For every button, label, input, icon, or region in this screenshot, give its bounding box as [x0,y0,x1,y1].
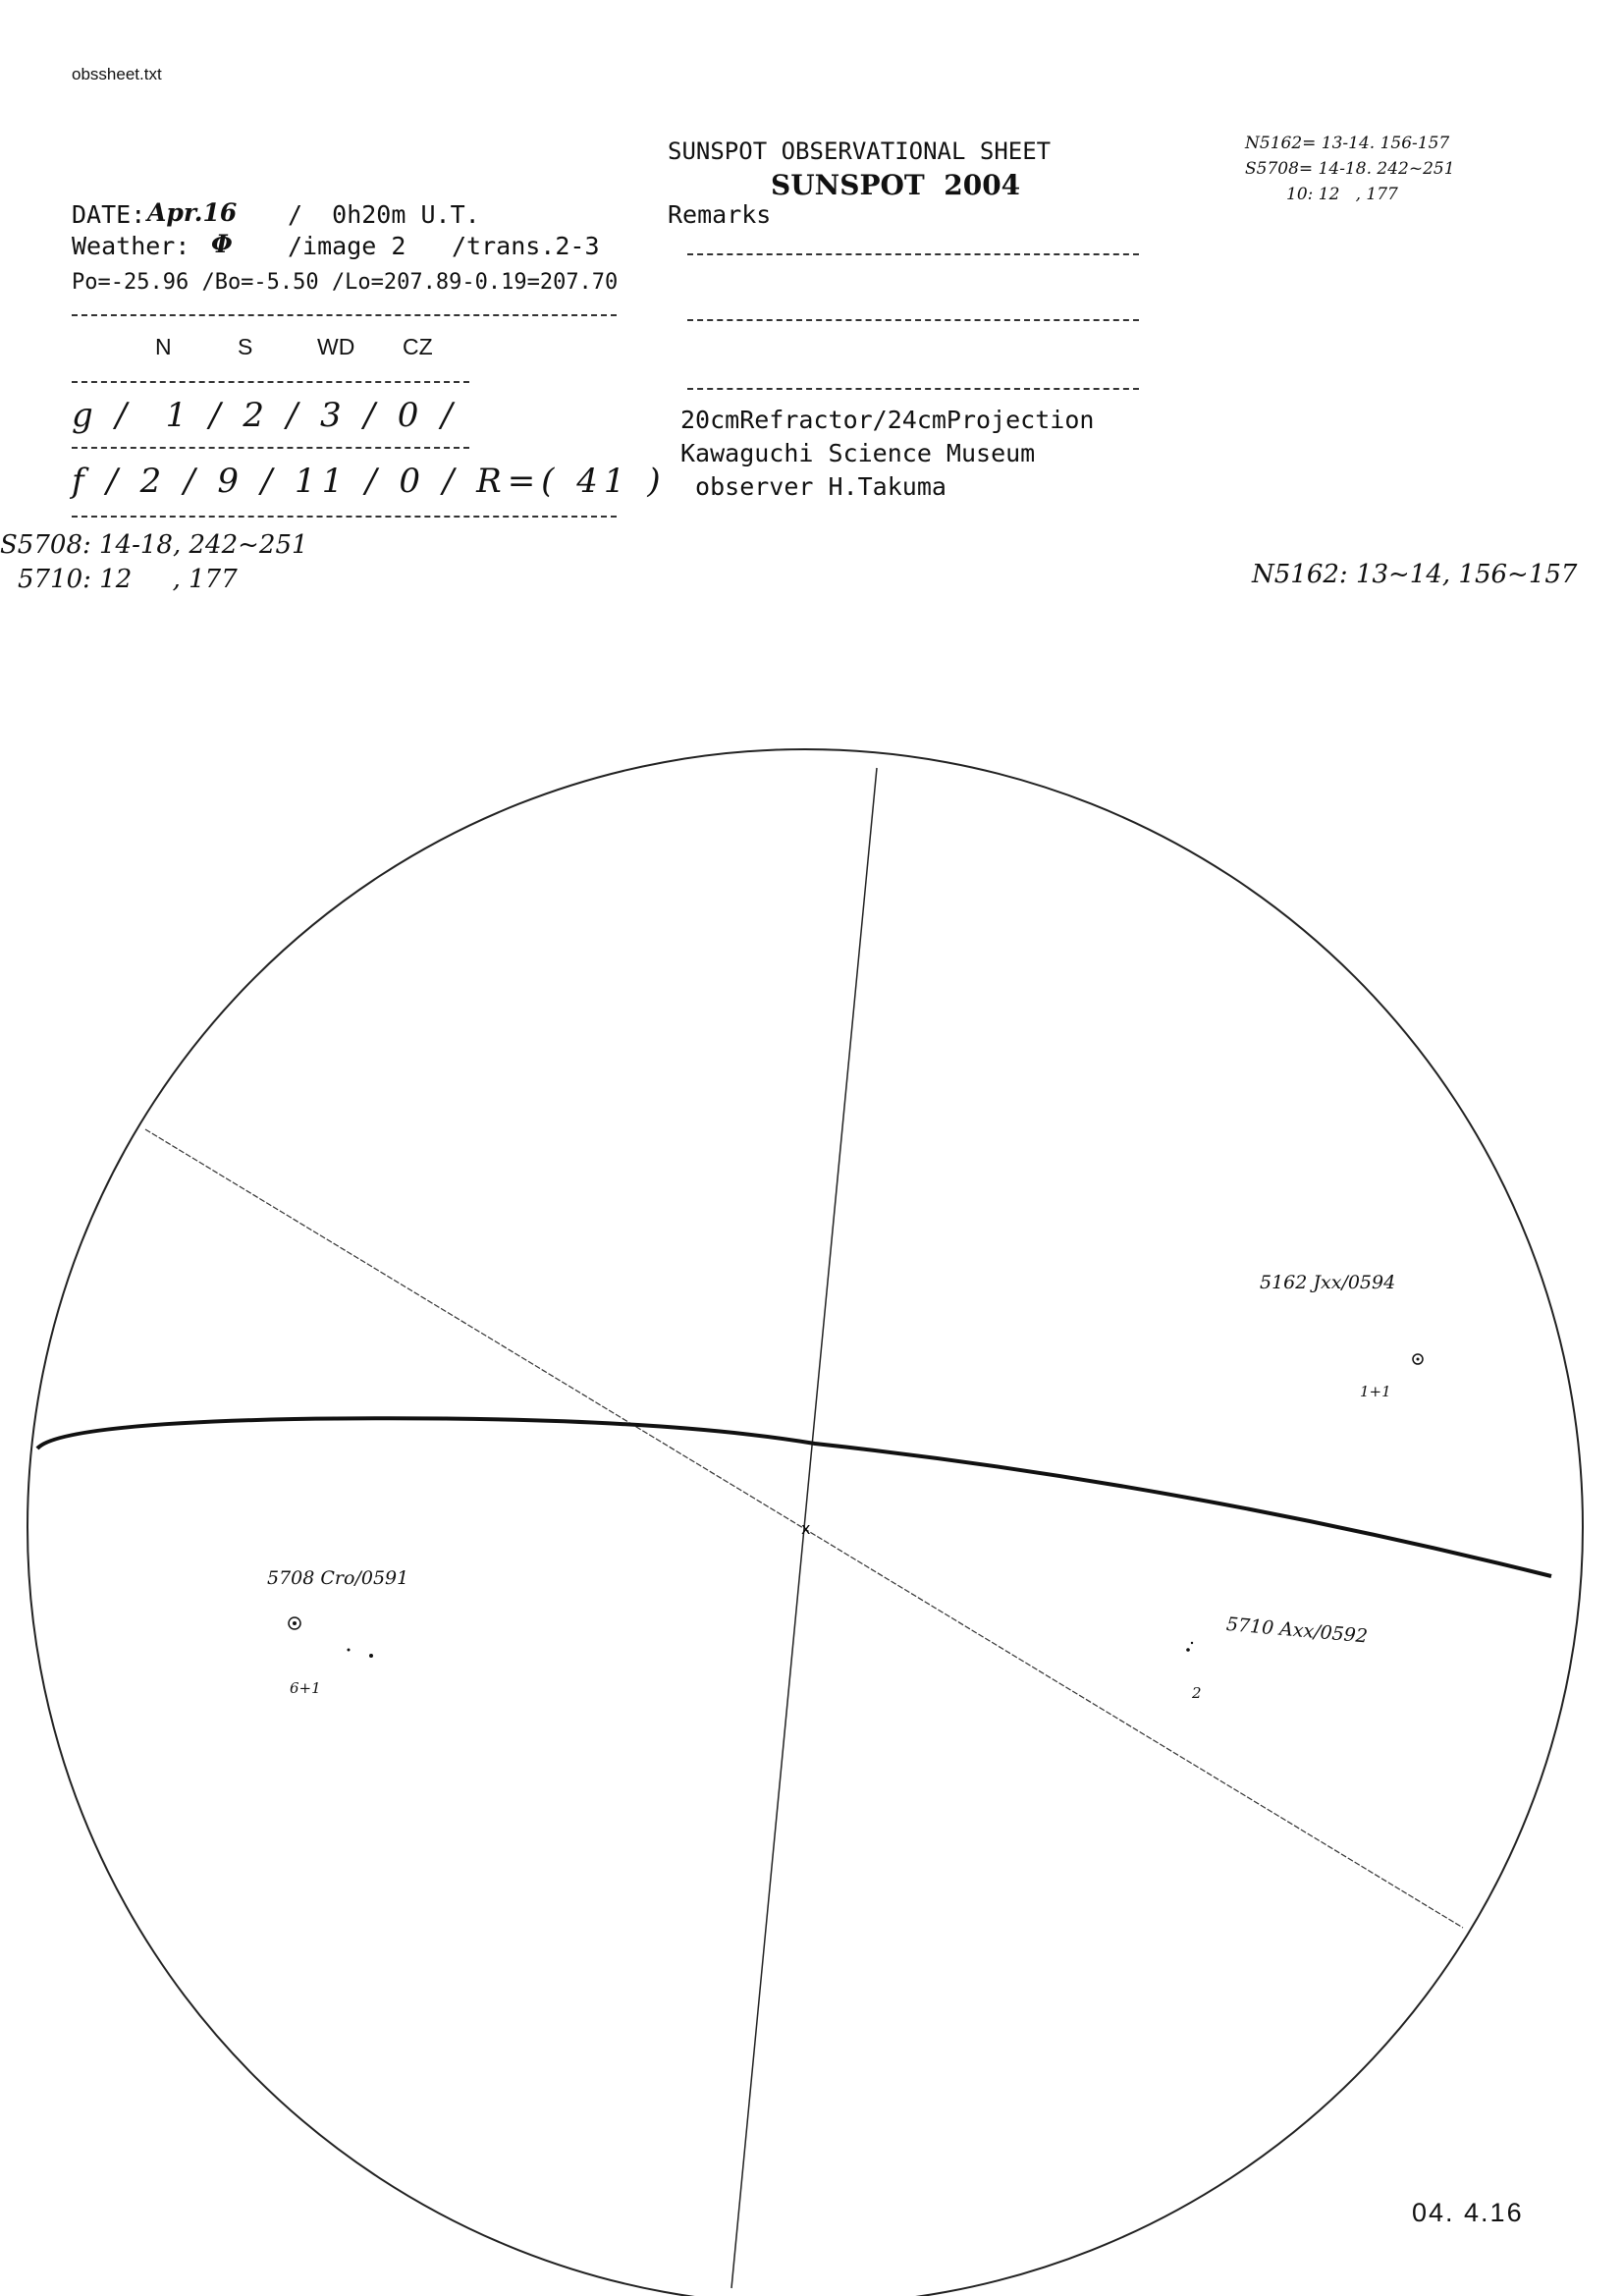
weather-value: Φ [211,230,233,258]
sunspot-5710-a [1186,1648,1190,1652]
group-5710-label: 5710 Axx/0592 [1225,1613,1369,1648]
solar-equator-line [37,1418,1551,1576]
note-right-1: N5162: 13~14, 156~157 [1252,560,1578,589]
note-top-right-1: N5162= 13-14. 156-157 [1245,134,1450,153]
group-5162-label: 5162 Jxx/0594 [1260,1272,1396,1293]
weather-label: Weather: [72,232,190,260]
sheet-title: SUNSPOT OBSERVATIONAL SHEET [668,137,1052,165]
f-row: f / 2 / 9 / 11 / 0 / R=( 41 ) [72,462,667,501]
instrument-line-2: Kawaguchi Science Museum [680,439,1036,467]
trans-value: /trans.2-3 [452,232,600,260]
group-5710-count: 2 [1192,1684,1202,1702]
image-value: /image 2 [288,232,406,260]
note-left-1: S5708: 14-18, 242~251 [0,530,308,560]
file-name: obssheet.txt [72,65,162,83]
g-row: g / 1 / 2 / 3 / 0 / [72,396,459,435]
col-n: N [155,334,172,359]
col-cz: CZ [403,334,433,359]
po-bo-lo-line: Po=-25.96 /Bo=-5.50 /Lo=207.89-0.19=207.70 [72,270,619,295]
date-value: Apr.16 [147,198,238,227]
sunspot-5710-b [1191,1642,1193,1644]
sunspot-5708-a-core [293,1621,297,1625]
col-wd: WD [317,334,355,359]
remarks-label: Remarks [668,200,772,229]
group-5708-label: 5708 Cro/0591 [267,1567,409,1589]
note-left-2: 5710: 12 , 177 [18,565,238,594]
instrument-line-3: observer H.Takuma [680,472,947,501]
note-top-right-2: S5708= 14-18. 242~251 [1245,159,1455,179]
col-s: S [238,334,253,359]
group-5708-count: 6+1 [290,1679,321,1697]
group-5162-count: 1+1 [1360,1383,1391,1400]
sunspot-5162-a-core [1417,1358,1420,1361]
sunspot-5708-c [369,1654,373,1658]
disk-center-mark: x [801,1519,811,1538]
footer-date-stamp: 04. 4.16 [1412,2198,1524,2227]
date-label: DATE: [72,200,146,229]
sunspot-5708-b [348,1649,351,1652]
note-top-right-3: 10: 12 , 177 [1286,185,1398,204]
time-value: / 0h20m U.T. [288,200,480,229]
sheet-subtitle: SUNSPOT 2004 [771,169,1021,201]
instrument-line-1: 20cmRefractor/24cmProjection [680,406,1095,434]
